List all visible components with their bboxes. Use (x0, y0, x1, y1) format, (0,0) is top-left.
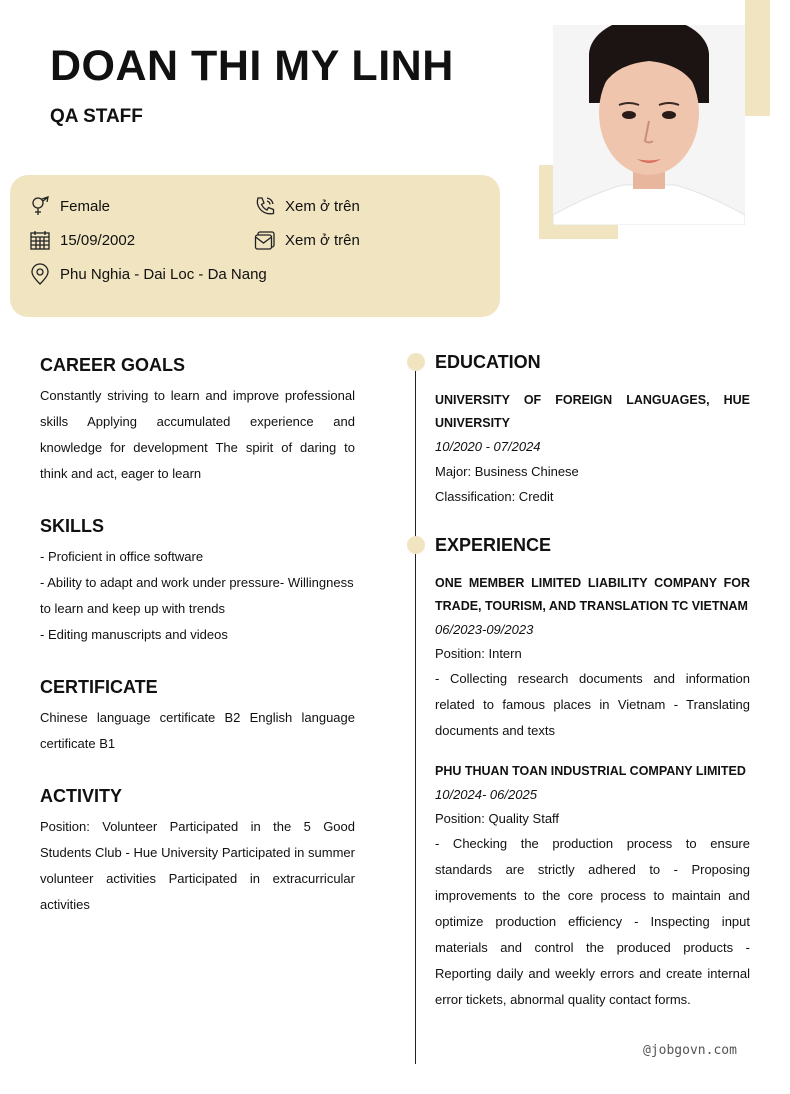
calendar-icon (29, 229, 51, 251)
education-classification: Classification: Credit (435, 489, 554, 504)
gender-icon (29, 195, 51, 217)
skill-item: - Proficient in office software (40, 549, 204, 564)
timeline-line (415, 362, 416, 1064)
job-position: Position: Intern (435, 646, 522, 661)
candidate-name: DOAN THI MY LINH (50, 42, 454, 90)
location-pin-icon (29, 263, 51, 285)
info-birthdate (29, 229, 135, 251)
job-position: Position: Quality Staff (435, 811, 560, 826)
experience-title: EXPERIENCE (435, 535, 552, 555)
activity-title: ACTIVITY (40, 786, 123, 806)
job-title: QA STAFF (50, 106, 143, 127)
gender-value: Female (60, 197, 111, 215)
job-company: ONE MEMBER LIMITED LIABILITY COMPANY FOR TRADE, TOURISM, AND TRANSLATION TC VIETNAM (435, 576, 750, 613)
education-major: Major: Business Chinese (435, 464, 579, 479)
phone-value: Xem ở trên (285, 197, 360, 215)
info-address (29, 263, 267, 285)
skill-item: - Ability to adapt and work under pressure- Willingness to learn and keep up with trends (40, 575, 354, 616)
job-description: - Collecting research documents and information related to famous places in Vietnam - Translating documents and texts (435, 671, 750, 738)
certificate-title: CERTIFICATE (40, 677, 158, 697)
job-dates: 06/2023-09/2023 (435, 622, 534, 637)
info-email (254, 229, 360, 251)
job-company: PHU THUAN TOAN INDUSTRIAL COMPANY LIMITED (435, 764, 746, 778)
info-phone (254, 195, 360, 217)
education-dates: 10/2020 - 07/2024 (435, 439, 541, 454)
envelope-icon (254, 229, 276, 251)
certificate-text: Chinese language certificate B2 English language certificate B1 (40, 710, 355, 751)
watermark: @jobgovn.com (643, 1043, 737, 1058)
profile-photo (553, 25, 745, 225)
address-value: Phu Nghia - Dai Loc - Da Nang (60, 265, 267, 283)
photo-frame-gap (649, 0, 745, 25)
phone-icon (254, 195, 276, 217)
skills-title: SKILLS (40, 516, 105, 536)
education-school: UNIVERSITY OF FOREIGN LANGUAGES, HUE UNIVERSITY (435, 393, 750, 430)
education-title: EDUCATION (435, 352, 541, 372)
skill-item: - Editing manuscripts and videos (40, 627, 228, 642)
career-goals-title: CAREER GOALS (40, 355, 186, 375)
education-bullet (407, 353, 425, 371)
job-dates: 10/2024- 06/2025 (435, 787, 537, 802)
activity-text: Position: Volunteer Participated in the 5 Good Students Club - Hue University Participated in summer volunteer activities Participated in extracurricular activities (40, 819, 355, 912)
career-goals-text: Constantly striving to learn and improve professional skills Applying accumulated experience and knowledge for development The spirit of daring to think and act, eager to learn (40, 388, 355, 481)
job-description: - Checking the production process to ensure standards are strictly adhered to - Proposing improvements to the core process to maintain and optimize production efficiency - Inspecting input materials and control the produced products - Reporting daily and weekly errors and create internal error tickets, abnormal quality contact forms. (435, 836, 750, 1007)
personal-info-box (10, 175, 500, 317)
birthdate-value: 15/09/2002 (60, 231, 136, 249)
info-gender (29, 195, 110, 217)
email-value: Xem ở trên (285, 231, 360, 249)
experience-bullet (407, 536, 425, 554)
skills-list (40, 544, 355, 648)
